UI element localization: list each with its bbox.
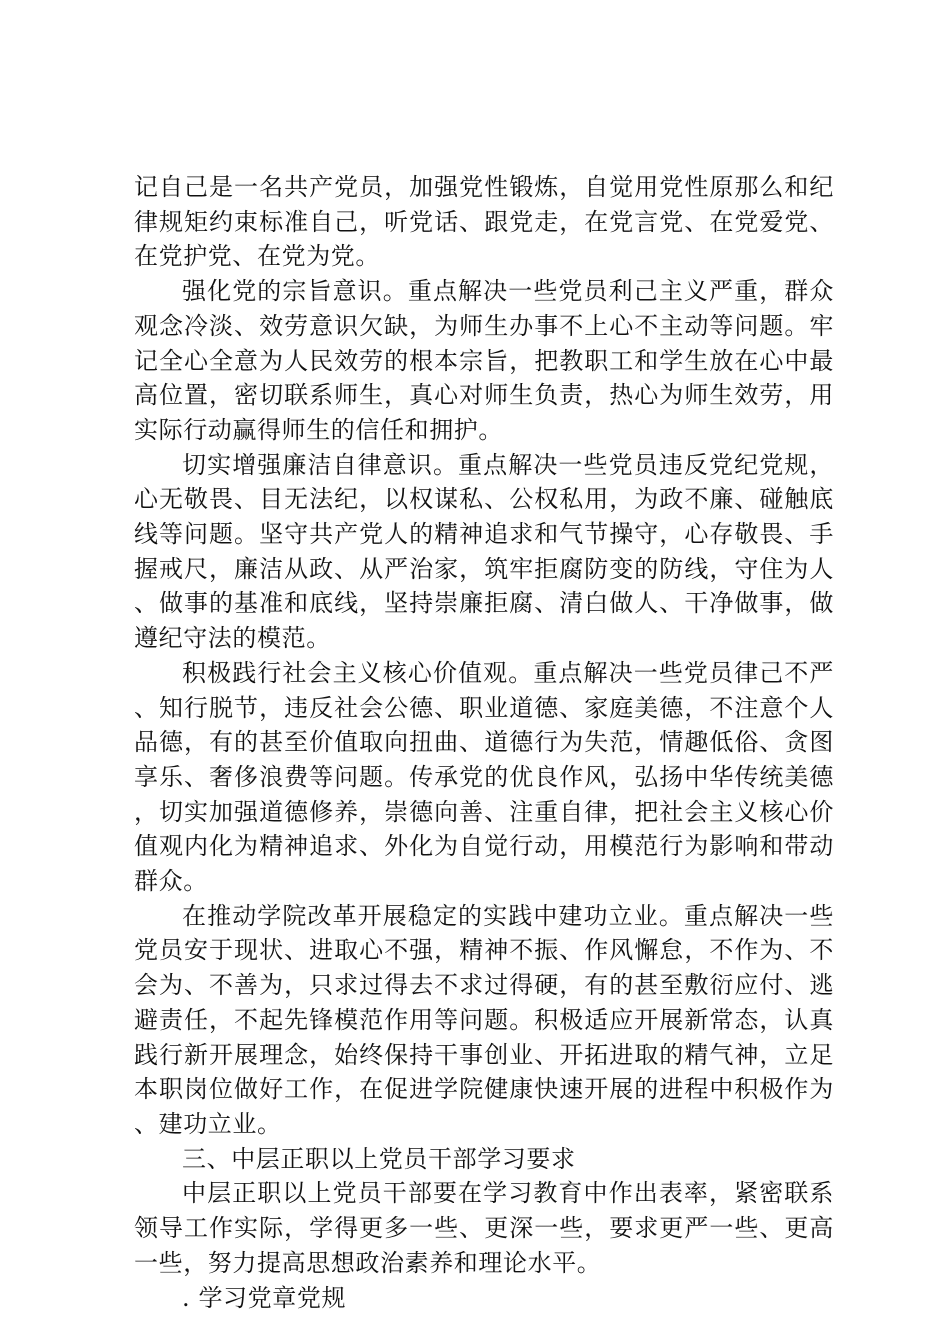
paragraph-continued: 记自己是一名共产党员，加强党性锻炼，自觉用党性原那么和纪律规矩约束标准自己，听党话、跟党走，在党言党、在党爱党、在党护党、在党为党。: [134, 173, 834, 271]
paragraph-integrity-awareness: 切实增强廉洁自律意识。重点解决一些党员违反党纪党规，心无敬畏、目无法纪，以权谋私、公权私用，为政不廉、碰触底线等问题。坚守共产党人的精神追求和气节操守，心存敬畏、手握戒尺，廉洁从政、从严治家，筑牢拒腐防变的防线，守住为人、做事的基准和底线，坚持崇廉拒腐、清白做人、干净做事，做遵纪守法的模范。: [134, 450, 834, 653]
subsection-heading: . 学习党章党规: [182, 1283, 347, 1312]
paragraph-reform-development: 在推动学院改革开展稳定的实践中建功立业。重点解决一些党员安于现状、进取心不强，精神不振、作风懈怠，不作为、不会为、不善为，只求过得去不求过得硬，有的甚至敷衍应付、逃避责任，不起先锋模范作用等问题。积极适应开展新常态，认真践行新开展理念，始终保持干事创业、开拓进取的精气神，立足本职岗位做好工作，在促进学院健康快速开展的进程中积极作为、建功立业。: [134, 901, 834, 1138]
paragraph-core-values: 积极践行社会主义核心价值观。重点解决一些党员律己不严、知行脱节，违反社会公德、职业道德、家庭美德，不注意个人品德，有的甚至价值取向扭曲、道德行为失范，情趣低俗、贪图享乐、奢侈浪费等问题。传承党的优良作风，弘扬中华传统美德，切实加强道德修养，崇德向善、注重自律，把社会主义核心价值观内化为精神追求、外化为自觉行动，用模范行为影响和带动群众。: [134, 658, 834, 896]
section-heading: 三、中层正职以上党员干部学习要求: [182, 1144, 576, 1173]
document-body: [134, 170, 834, 1315]
paragraph-cadre-requirements: 中层正职以上党员干部要在学习教育中作出表率，紧密联系领导工作实际，学得更多一些、更深一些，要求更严一些、更高一些，努力提高思想政治素养和理论水平。: [134, 1179, 834, 1277]
paragraph-purpose-awareness: 强化党的宗旨意识。重点解决一些党员利己主义严重，群众观念冷淡、效劳意识欠缺，为师生办事不上心不主动等问题。牢记全心全意为人民效劳的根本宗旨，把教职工和学生放在心中最高位置，密切联系师生，真心对师生负责，热心为师生效劳，用实际行动赢得师生的信任和拥护。: [134, 277, 834, 444]
